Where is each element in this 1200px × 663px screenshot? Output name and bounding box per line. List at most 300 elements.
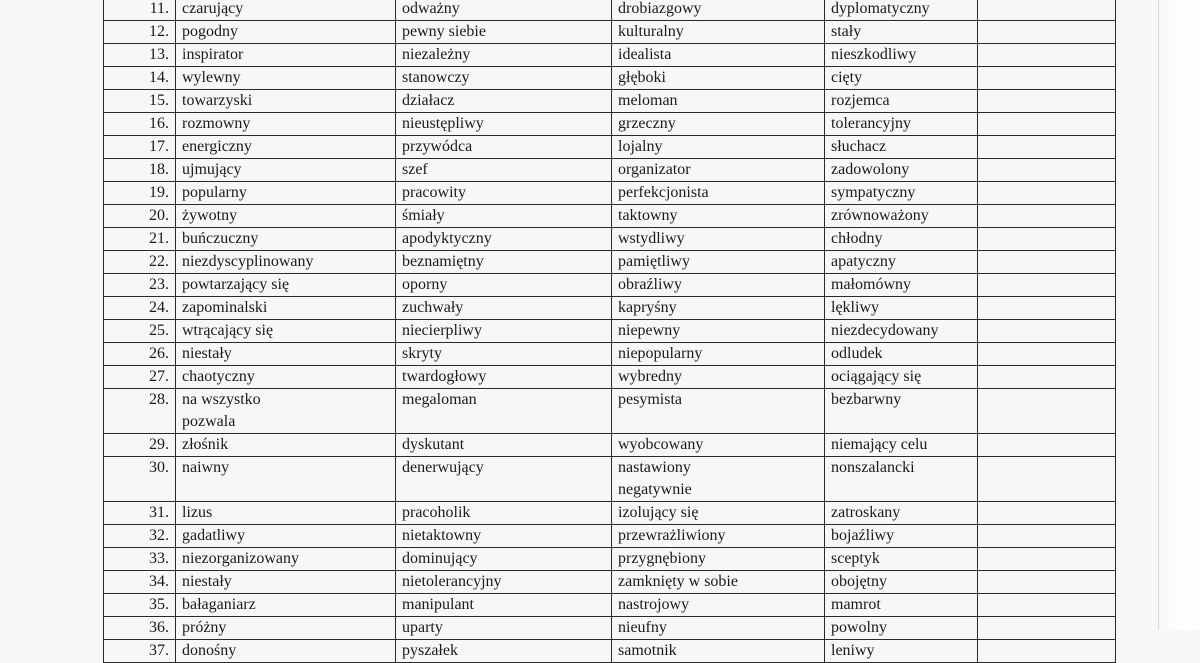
word-cell-a-text: niezdyscyplinowany bbox=[182, 253, 314, 270]
row-number-text: 14. bbox=[149, 69, 169, 86]
empty-score-cell bbox=[978, 44, 1116, 67]
word-cell-b bbox=[396, 274, 612, 297]
empty-score-cell bbox=[978, 182, 1116, 205]
word-cell-c-text: izolujący się bbox=[618, 504, 699, 521]
table-row bbox=[104, 434, 1116, 457]
word-cell-c-text: wybredny bbox=[618, 368, 682, 385]
word-cell-b-text: szef bbox=[402, 161, 428, 178]
word-cell-c-text: przygnębiony bbox=[618, 550, 706, 567]
empty-score-cell bbox=[978, 113, 1116, 136]
word-cell-a-text: inspirator bbox=[182, 46, 244, 63]
word-cell-d-text: obojętny bbox=[831, 573, 887, 590]
word-cell-c bbox=[612, 251, 825, 274]
word-cell-d bbox=[825, 67, 978, 90]
row-number-text: 30. bbox=[149, 459, 169, 476]
empty-score-cell bbox=[978, 502, 1116, 525]
word-cell-b-text: nietaktowny bbox=[402, 527, 482, 544]
word-cell-c-text: nieufny bbox=[618, 619, 667, 636]
empty-score-cell bbox=[978, 159, 1116, 182]
table-row bbox=[104, 136, 1116, 159]
word-cell-c-text: grzeczny bbox=[618, 115, 676, 132]
word-cell-b-text: megaloman bbox=[402, 391, 477, 408]
empty-score-cell bbox=[978, 251, 1116, 274]
word-cell-b-text: pracoholik bbox=[402, 504, 471, 521]
empty-score-cell bbox=[978, 21, 1116, 44]
word-cell-c-text: perfekcjonista bbox=[618, 184, 709, 201]
empty-score-cell bbox=[978, 457, 1116, 502]
word-cell-d bbox=[825, 525, 978, 548]
word-cell-d-text: słuchacz bbox=[831, 138, 887, 155]
word-cell-a bbox=[176, 159, 396, 182]
word-cell-c bbox=[612, 434, 825, 457]
word-cell-d bbox=[825, 617, 978, 640]
word-cell-c-text: organizator bbox=[618, 161, 691, 178]
word-cell-a-text: złośnik bbox=[182, 436, 229, 453]
table-row bbox=[104, 90, 1116, 113]
word-cell-c bbox=[612, 571, 825, 594]
word-cell-b bbox=[396, 320, 612, 343]
empty-score-cell bbox=[978, 320, 1116, 343]
word-cell-a bbox=[176, 457, 396, 502]
row-number bbox=[104, 21, 176, 44]
word-cell-a bbox=[176, 571, 396, 594]
word-cell-b-text: twardogłowy bbox=[402, 368, 487, 385]
word-cell-a bbox=[176, 274, 396, 297]
row-number-text: 24. bbox=[149, 299, 169, 316]
word-cell-b bbox=[396, 251, 612, 274]
table-row bbox=[104, 640, 1116, 663]
word-cell-c bbox=[612, 136, 825, 159]
word-cell-a bbox=[176, 640, 396, 663]
table-row bbox=[104, 525, 1116, 548]
word-cell-c bbox=[612, 67, 825, 90]
word-cell-d-text: bojaźliwy bbox=[831, 527, 895, 544]
word-table bbox=[103, 0, 1116, 663]
word-cell-a bbox=[176, 136, 396, 159]
word-cell-c-text: kulturalny bbox=[618, 23, 684, 40]
row-number-text: 12. bbox=[149, 23, 169, 40]
word-cell-a-text: pogodny bbox=[182, 23, 238, 40]
row-number bbox=[104, 136, 176, 159]
word-table-body bbox=[104, 0, 1116, 663]
word-cell-c bbox=[612, 159, 825, 182]
row-number bbox=[104, 44, 176, 67]
table-row bbox=[104, 389, 1116, 434]
table-row bbox=[104, 502, 1116, 525]
row-number bbox=[104, 228, 176, 251]
table-row bbox=[104, 0, 1116, 21]
word-cell-b bbox=[396, 136, 612, 159]
row-number bbox=[104, 640, 176, 663]
word-cell-c-text: przewrażliwiony bbox=[618, 527, 726, 544]
table-row bbox=[104, 571, 1116, 594]
word-cell-d-text: sympatyczny bbox=[831, 184, 916, 201]
word-cell-b-text: pewny siebie bbox=[402, 23, 486, 40]
word-cell-d-text: bezbarwny bbox=[831, 391, 902, 408]
word-cell-b bbox=[396, 182, 612, 205]
row-number-text: 34. bbox=[149, 573, 169, 590]
word-cell-d-text: mamrot bbox=[831, 596, 881, 613]
word-cell-c bbox=[612, 320, 825, 343]
word-cell-b bbox=[396, 67, 612, 90]
row-number bbox=[104, 457, 176, 502]
word-cell-b-text: niecierpliwy bbox=[402, 322, 482, 339]
word-cell-d-text: chłodny bbox=[831, 230, 883, 247]
table-row bbox=[104, 67, 1116, 90]
word-cell-b-text: stanowczy bbox=[402, 69, 470, 86]
word-cell-a bbox=[176, 182, 396, 205]
word-cell-d bbox=[825, 640, 978, 663]
word-cell-a-text: niestały bbox=[182, 573, 232, 590]
page-edge bbox=[1158, 0, 1200, 630]
word-cell-b-text: odważny bbox=[402, 0, 460, 17]
row-number-text: 25. bbox=[149, 322, 169, 339]
word-cell-c bbox=[612, 389, 825, 434]
word-cell-c bbox=[612, 113, 825, 136]
empty-score-cell bbox=[978, 571, 1116, 594]
word-cell-a bbox=[176, 90, 396, 113]
row-number-text: 32. bbox=[149, 527, 169, 544]
word-cell-d bbox=[825, 389, 978, 434]
row-number bbox=[104, 320, 176, 343]
word-cell-d-text: powolny bbox=[831, 619, 887, 636]
word-cell-c-text: głęboki bbox=[618, 69, 666, 86]
word-cell-a bbox=[176, 389, 396, 434]
row-number-text: 19. bbox=[149, 184, 169, 201]
word-cell-a bbox=[176, 525, 396, 548]
word-cell-a bbox=[176, 594, 396, 617]
word-cell-b bbox=[396, 502, 612, 525]
row-number-text: 15. bbox=[149, 92, 169, 109]
word-cell-d bbox=[825, 457, 978, 502]
word-cell-c-text: zamknięty w sobie bbox=[618, 573, 738, 590]
word-cell-b bbox=[396, 617, 612, 640]
word-cell-a-text: próżny bbox=[182, 619, 227, 636]
word-cell-c bbox=[612, 366, 825, 389]
word-cell-a bbox=[176, 617, 396, 640]
table-row bbox=[104, 228, 1116, 251]
table-row bbox=[104, 159, 1116, 182]
word-cell-c-text: nastawiony bbox=[618, 459, 691, 476]
word-cell-d-text: lękliwy bbox=[831, 299, 879, 316]
word-cell-a-text: energiczny bbox=[182, 138, 252, 155]
word-cell-d-text: dyplomatyczny bbox=[831, 0, 930, 17]
table-row bbox=[104, 182, 1116, 205]
table-row bbox=[104, 366, 1116, 389]
row-number bbox=[104, 434, 176, 457]
word-cell-c bbox=[612, 640, 825, 663]
row-number bbox=[104, 0, 176, 21]
word-cell-c bbox=[612, 44, 825, 67]
word-cell-c bbox=[612, 594, 825, 617]
word-cell-c-text: idealista bbox=[618, 46, 672, 63]
word-cell-c bbox=[612, 228, 825, 251]
word-cell-d bbox=[825, 251, 978, 274]
word-cell-d bbox=[825, 159, 978, 182]
row-number-text: 33. bbox=[149, 550, 169, 567]
table-row bbox=[104, 274, 1116, 297]
word-cell-a bbox=[176, 228, 396, 251]
word-cell-b-text: działacz bbox=[402, 92, 455, 109]
word-cell-c-text: obraźliwy bbox=[618, 276, 682, 293]
word-cell-b-text: manipulant bbox=[402, 596, 474, 613]
word-cell-a-text: ujmujący bbox=[182, 161, 242, 178]
word-cell-c bbox=[612, 274, 825, 297]
row-number-text: 21. bbox=[149, 230, 169, 247]
empty-score-cell bbox=[978, 548, 1116, 571]
row-number bbox=[104, 182, 176, 205]
row-number-text: 36. bbox=[149, 619, 169, 636]
word-cell-a-text: czarujący bbox=[182, 0, 244, 17]
word-cell-a bbox=[176, 343, 396, 366]
row-number-text: 11. bbox=[149, 0, 169, 17]
word-cell-d bbox=[825, 320, 978, 343]
row-number bbox=[104, 113, 176, 136]
word-cell-a bbox=[176, 251, 396, 274]
table-row bbox=[104, 205, 1116, 228]
row-number bbox=[104, 274, 176, 297]
word-cell-b-text: zuchwały bbox=[402, 299, 464, 316]
row-number-text: 26. bbox=[149, 345, 169, 362]
word-cell-b bbox=[396, 113, 612, 136]
word-cell-a bbox=[176, 205, 396, 228]
word-cell-b-text: nietolerancyjny bbox=[402, 573, 502, 590]
word-cell-a-text: wtrącający się bbox=[182, 322, 274, 339]
word-cell-b bbox=[396, 457, 612, 502]
word-cell-b bbox=[396, 297, 612, 320]
empty-score-cell bbox=[978, 640, 1116, 663]
word-cell-c-text: samotnik bbox=[618, 642, 677, 659]
row-number bbox=[104, 389, 176, 434]
table-row bbox=[104, 617, 1116, 640]
word-cell-c-text: pamiętliwy bbox=[618, 253, 690, 270]
word-cell-a bbox=[176, 21, 396, 44]
word-cell-b bbox=[396, 525, 612, 548]
row-number-text: 17. bbox=[149, 138, 169, 155]
word-cell-c bbox=[612, 205, 825, 228]
word-cell-a-text: donośny bbox=[182, 642, 237, 659]
word-cell-c bbox=[612, 525, 825, 548]
word-cell-c bbox=[612, 502, 825, 525]
word-cell-c-text: meloman bbox=[618, 92, 678, 109]
word-cell-a-text: lizus bbox=[182, 504, 213, 521]
word-cell-d-text: zrównoważony bbox=[831, 207, 929, 224]
table-row bbox=[104, 594, 1116, 617]
word-cell-d-text: stały bbox=[831, 23, 862, 40]
word-cell-b bbox=[396, 343, 612, 366]
word-cell-c-text: wyobcowany bbox=[618, 436, 704, 453]
word-cell-c-text: nastrojowy bbox=[618, 596, 690, 613]
word-cell-c-text: niepewny bbox=[618, 322, 681, 339]
word-cell-a-text: buńczuczny bbox=[182, 230, 259, 247]
word-cell-c bbox=[612, 548, 825, 571]
row-number-text: 23. bbox=[149, 276, 169, 293]
word-cell-c-text: negatywnie bbox=[618, 481, 692, 498]
empty-score-cell bbox=[978, 343, 1116, 366]
row-number-text: 28. bbox=[149, 391, 169, 408]
word-cell-b-text: uparty bbox=[402, 619, 443, 636]
word-cell-a-text: żywotny bbox=[182, 207, 238, 224]
word-cell-a bbox=[176, 67, 396, 90]
word-cell-a bbox=[176, 113, 396, 136]
row-number bbox=[104, 205, 176, 228]
word-cell-c-text: wstydliwy bbox=[618, 230, 685, 247]
empty-score-cell bbox=[978, 366, 1116, 389]
word-cell-d bbox=[825, 502, 978, 525]
word-cell-a bbox=[176, 502, 396, 525]
row-number-text: 13. bbox=[149, 46, 169, 63]
row-number-text: 16. bbox=[149, 115, 169, 132]
word-cell-b-text: oporny bbox=[402, 276, 448, 293]
word-cell-d-text: niezdecydowany bbox=[831, 322, 939, 339]
word-cell-d-text: nonszalancki bbox=[831, 459, 915, 476]
word-cell-a-text: niezorganizowany bbox=[182, 550, 299, 567]
row-number bbox=[104, 548, 176, 571]
empty-score-cell bbox=[978, 389, 1116, 434]
row-number bbox=[104, 343, 176, 366]
row-number bbox=[104, 67, 176, 90]
word-cell-d-text: zadowolony bbox=[831, 161, 910, 178]
word-cell-d bbox=[825, 228, 978, 251]
word-cell-c-text: drobiazgowy bbox=[618, 0, 702, 17]
word-cell-d-text: zatroskany bbox=[831, 504, 901, 521]
word-cell-a bbox=[176, 44, 396, 67]
word-cell-b-text: skryty bbox=[402, 345, 442, 362]
word-cell-b bbox=[396, 434, 612, 457]
empty-score-cell bbox=[978, 67, 1116, 90]
row-number bbox=[104, 502, 176, 525]
row-number bbox=[104, 366, 176, 389]
word-cell-c bbox=[612, 457, 825, 502]
empty-score-cell bbox=[978, 617, 1116, 640]
word-cell-a bbox=[176, 548, 396, 571]
word-cell-b-text: dyskutant bbox=[402, 436, 465, 453]
word-cell-a-text: popularny bbox=[182, 184, 247, 201]
word-cell-a-text: rozmowny bbox=[182, 115, 251, 132]
word-cell-a-text: pozwala bbox=[182, 413, 236, 430]
row-number bbox=[104, 251, 176, 274]
word-cell-c bbox=[612, 297, 825, 320]
row-number bbox=[104, 617, 176, 640]
empty-score-cell bbox=[978, 205, 1116, 228]
row-number-text: 22. bbox=[149, 253, 169, 270]
word-cell-d-text: leniwy bbox=[831, 642, 875, 659]
word-cell-a-text: chaotyczny bbox=[182, 368, 255, 385]
word-cell-b-text: apodyktyczny bbox=[402, 230, 492, 247]
word-cell-a-text: niestały bbox=[182, 345, 232, 362]
empty-score-cell bbox=[978, 434, 1116, 457]
word-cell-b-text: pyszałek bbox=[402, 642, 458, 659]
row-number bbox=[104, 159, 176, 182]
word-cell-b bbox=[396, 594, 612, 617]
row-number-text: 27. bbox=[149, 368, 169, 385]
word-cell-d-text: sceptyk bbox=[831, 550, 880, 567]
table-row bbox=[104, 457, 1116, 502]
word-cell-a-text: na wszystko bbox=[182, 391, 261, 408]
word-cell-a-text: naiwny bbox=[182, 459, 230, 476]
row-number bbox=[104, 571, 176, 594]
word-cell-a-text: bałaganiarz bbox=[182, 596, 256, 613]
word-cell-d bbox=[825, 182, 978, 205]
word-cell-b bbox=[396, 0, 612, 21]
word-cell-a-text: powtarzający się bbox=[182, 276, 290, 293]
word-cell-d-text: małomówny bbox=[831, 276, 911, 293]
word-cell-b bbox=[396, 571, 612, 594]
empty-score-cell bbox=[978, 228, 1116, 251]
word-cell-d-text: odludek bbox=[831, 345, 883, 362]
word-cell-d-text: ociągający się bbox=[831, 368, 922, 385]
word-cell-c-text: taktowny bbox=[618, 207, 678, 224]
word-cell-c bbox=[612, 90, 825, 113]
row-number-text: 29. bbox=[149, 436, 169, 453]
empty-score-cell bbox=[978, 297, 1116, 320]
row-number-text: 35. bbox=[149, 596, 169, 613]
table-row bbox=[104, 343, 1116, 366]
empty-score-cell bbox=[978, 594, 1116, 617]
word-cell-c bbox=[612, 182, 825, 205]
word-cell-d-text: nieszkodliwy bbox=[831, 46, 917, 63]
word-cell-c bbox=[612, 617, 825, 640]
word-cell-d bbox=[825, 136, 978, 159]
word-cell-d bbox=[825, 594, 978, 617]
word-cell-d-text: rozjemca bbox=[831, 92, 890, 109]
word-cell-b bbox=[396, 366, 612, 389]
table-row bbox=[104, 113, 1116, 136]
word-cell-b-text: przywódca bbox=[402, 138, 473, 155]
word-cell-d-text: niemający celu bbox=[831, 436, 928, 453]
table-row bbox=[104, 548, 1116, 571]
word-cell-a bbox=[176, 366, 396, 389]
table-row bbox=[104, 44, 1116, 67]
word-cell-a bbox=[176, 320, 396, 343]
word-cell-d bbox=[825, 366, 978, 389]
word-cell-b bbox=[396, 159, 612, 182]
word-cell-c-text: niepopularny bbox=[618, 345, 703, 362]
word-cell-a bbox=[176, 434, 396, 457]
word-cell-b-text: denerwujący bbox=[402, 459, 484, 476]
word-cell-d bbox=[825, 274, 978, 297]
word-cell-b-text: niezależny bbox=[402, 46, 471, 63]
row-number-text: 31. bbox=[149, 504, 169, 521]
word-cell-d bbox=[825, 571, 978, 594]
word-cell-c-text: pesymista bbox=[618, 391, 682, 408]
word-cell-b bbox=[396, 21, 612, 44]
word-cell-d bbox=[825, 343, 978, 366]
empty-score-cell bbox=[978, 0, 1116, 21]
word-cell-a-text: gadatliwy bbox=[182, 527, 246, 544]
word-cell-b-text: nieustępliwy bbox=[402, 115, 484, 132]
word-cell-b bbox=[396, 228, 612, 251]
word-cell-c-text: lojalny bbox=[618, 138, 663, 155]
empty-score-cell bbox=[978, 274, 1116, 297]
word-cell-d bbox=[825, 0, 978, 21]
word-cell-b bbox=[396, 389, 612, 434]
word-cell-a-text: towarzyski bbox=[182, 92, 253, 109]
word-cell-d bbox=[825, 113, 978, 136]
row-number bbox=[104, 594, 176, 617]
row-number bbox=[104, 525, 176, 548]
word-cell-d bbox=[825, 297, 978, 320]
word-cell-b-text: beznamiętny bbox=[402, 253, 484, 270]
row-number-text: 37. bbox=[149, 642, 169, 659]
word-cell-d bbox=[825, 205, 978, 228]
word-cell-c-text: kapryśny bbox=[618, 299, 677, 316]
word-cell-b bbox=[396, 640, 612, 663]
table-row bbox=[104, 297, 1116, 320]
table-row bbox=[104, 21, 1116, 44]
empty-score-cell bbox=[978, 136, 1116, 159]
word-cell-c bbox=[612, 343, 825, 366]
